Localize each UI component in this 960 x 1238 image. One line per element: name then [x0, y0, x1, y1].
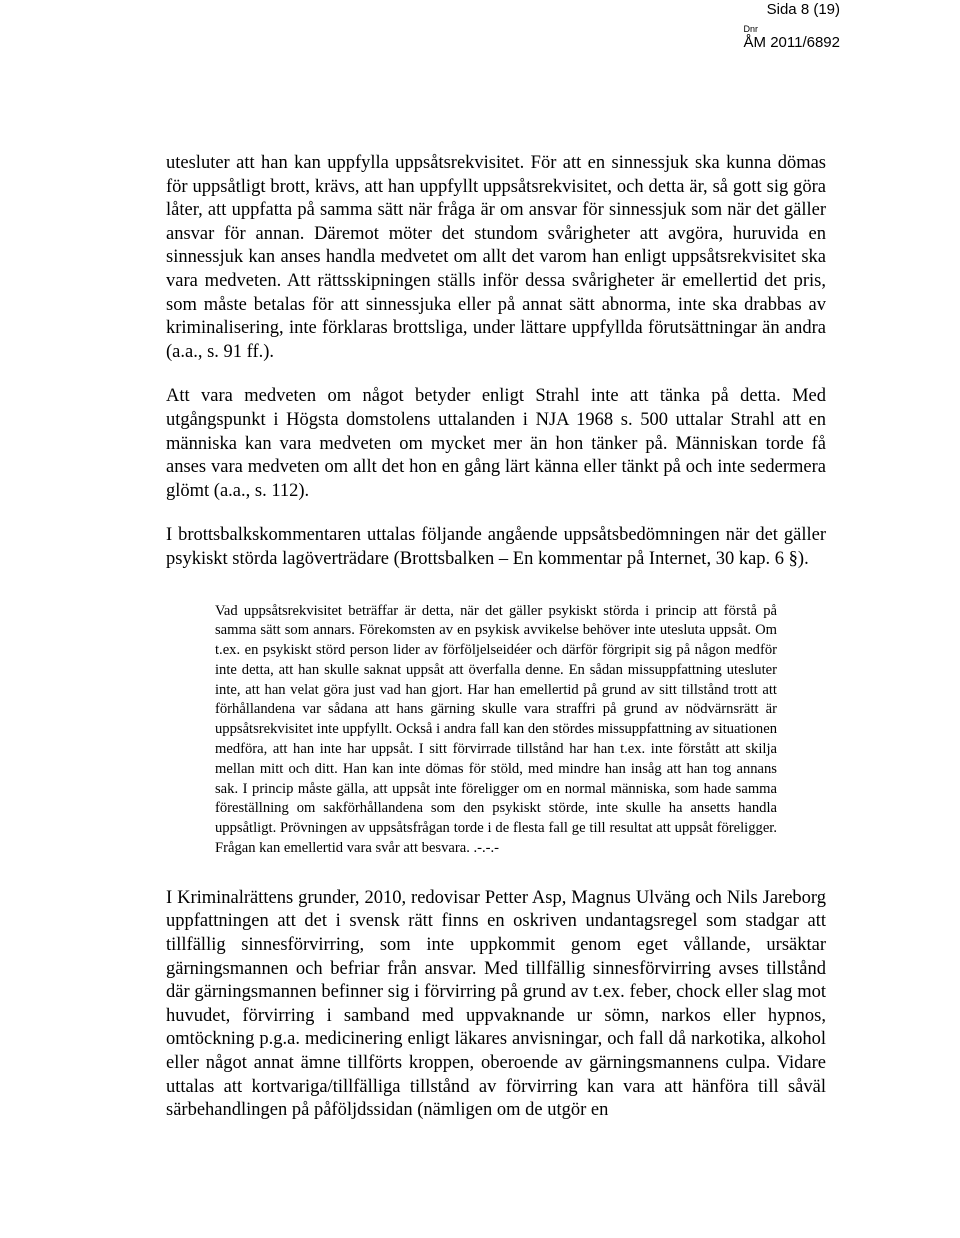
paragraph-1: utesluter att han kan uppfylla uppsåtsrekvisitet. För att en sinnessjuk ska kunna dömas för uppsåtligt brott, krävs, att han uppfyllt uppsåtsrekvisitet, och detta är, så gott sig göra låter, att uppfatta på samma sätt när fråga är om ansvar för sinnessjuk som när det gäller ansvar för annan. Däremot möter det stundom svårigheter att avgöra, huruvida en sinnessjuk kan anses handla medvetet om allt det varom han enligt uppsåtsrekvisitet ska vara medveten. Att rättsskipningen ställs inför dessa svårigheter är emellertid det pris, som måste betalas för att sinnessjuka eller på annat sätt abnorma, inte ska drabbas av kriminalisering, inte förklaras brottsliga, under lättare uppfyllda förutsättningar än andra (a.a., s. 91 ff.). — [166, 153, 826, 362]
paragraph-3: I brottsbalkskommentaren uttalas följande angående uppsåtsbedömningen när det gäller psykiskt störda lagöverträdare (Brottsbalken – En kommentar på Internet, 30 kap. 6 §). — [166, 525, 826, 569]
block-quote: Vad uppsåtsrekvisitet beträffar är detta, när det gäller psykiskt störda i princip att förstå på samma sätt som annars. Förekomsten av en psykisk avvikelse behöver inte utesluta uppsåt. Om t.ex. en psykiskt störd person lider av förföljelseidéer och därför förgripit sig på någon medför inte detta, att han skulle saknat uppsåt att överfalla denne. En sådan missuppfattning utesluter inte, att han velat göra just vad han gjort. Har han emellertid på grund av sitt tillstånd trott att förhållandena var sådana att hans gärning skulle vara straffri på grund av nödvärnsrätt är uppsåtsrekvisitet inte uppfyllt. Också i andra fall kan den stördes missuppfattning av situationen medföra, att han inte har uppsåt. I sitt förvirrade tillstånd har han t.ex. inte förstått att skilja mellan mitt och ditt. Han kan inte dömas för stöld, med mindre han insåg att han tog annans sak. I princip måste gälla, att uppsåt inte föreligger om en normal människa, som hade samma föreställning om sakförhållandena som den psykiskt störde, inte skulle ha ansetts handla uppsåtligt. Prövningen av uppsåtsfrågan torde i de flesta fall ge till resultat att uppsåt föreligger. Frågan kan emellertid vara svår att besvara. .-.-.- — [215, 602, 777, 857]
page-number: Sida 8 (19) — [766, 1, 840, 18]
dnr-value: ÅM 2011/6892 — [743, 34, 840, 51]
page-header — [744, 0, 840, 52]
paragraph-2: Att vara medveten om något betyder enligt Strahl inte att tänka på detta. Med utgångspunkt i Högsta domstolens uttalanden i NJA 1968 s. 500 uttalar Strahl att en människa kan vara medveten om mycket mer än hon tänker på. Människan torde få anses vara medveten om allt det hon en gång lärt känna eller tänkt på och inte sedermera glömt (a.a., s. 112). — [166, 386, 826, 501]
paragraph-4: I Kriminalrättens grunder, 2010, redovisar Petter Asp, Magnus Ulväng och Nils Jareborg uppfattningen att det i svensk rätt finns en oskriven undantagsregel som stadgar att tillfällig sinnesförvirring, som inte uppkommit genom eget vållande, ursäktar gärningsmannen och befriar från ansvar. Med tillfällig sinnesförvirring avses tillstånd där gärningsmannen befinner sig i förvirring på grund av t.ex. feber, chock eller slag mot huvudet, förvirring i samband med uppvaknande ur sömn, narkos eller hypnos, omtöckning p.g.a. medicinering enligt läkares anvisningar, och fall då narkotika, alkohol eller något annat ämne tillförts kroppen, oberoende av gärningsmannens culpa. Vidare uttalas att kortvariga/tillfälliga tillstånd av förvirring kan vara att hänföra till såväl särbehandlingen på påföljdssidan (nämligen om de utgör en — [166, 887, 826, 1121]
dnr-label: Dnr — [743, 24, 759, 34]
document-body — [166, 152, 826, 1123]
